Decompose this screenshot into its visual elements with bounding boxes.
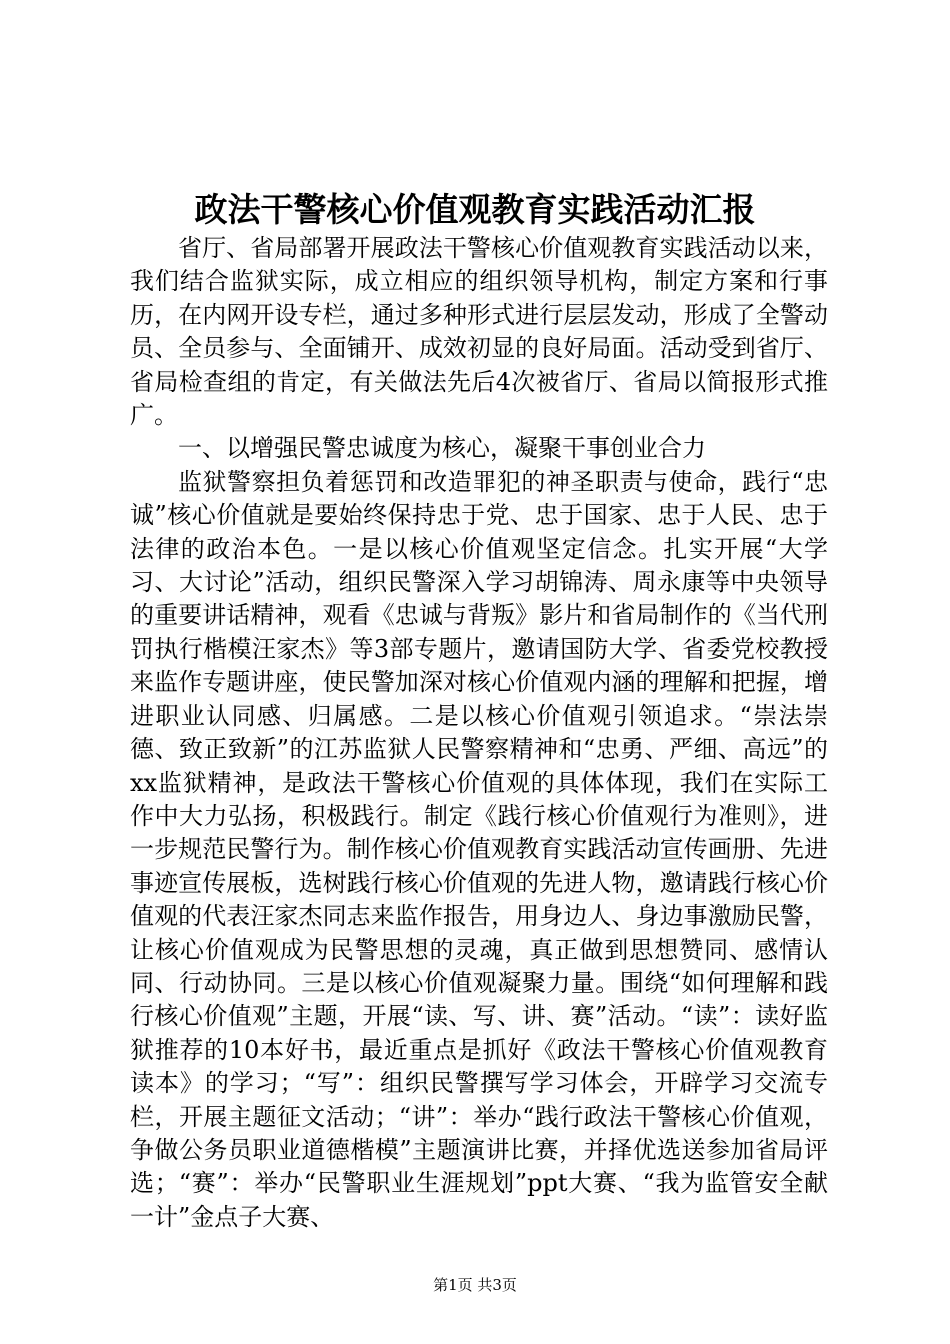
section-paragraph: 监狱警察担负着惩罚和改造罪犯的神圣职责与使命，践行“忠诚”核心价值就是要始终保持忠于党、忠于国家、忠于人民、忠于法律的政治本色。一是以核心价值观坚定信念。扎实开展“大学习、大讨论”活动，组织民警深入学习胡锦涛、周永康等中央领导的重要讲话精神，观看《忠诚与背叛》影片和省局制作的《当代刑罚执行楷模汪家杰》等3部专题片，邀请国防大学、省委党校教授来监作专题讲座，使民警加深对核心价值观内涵的理解和把握，增进职业认同感、归属感。二是以核心价值观引领追求。“崇法崇德、致正致新”的江苏监狱人民警察精神和“忠勇、严细、高远”的xx监狱精神，是政法干警核心价值观的具体体现，我们在实际工作中大力弘扬，积极践行。制定《践行核心价值观行为准则》，进一步规范民警行为。制作核心价值观教育实践活动宣传画册、先进事迹宣传展板，选树践行核心价值观的先进人物，邀请践行核心价值观的代表汪家杰同志来监作报告，用身边人、身边事激励民警，让核心价值观成为民警思想的灵魂，真正做到思想赞同、感情认同、行动协同。三是以核心价值观凝聚力量。围绕“如何理解和践行核心价值观”主题，开展“读、写、讲、赛”活动。“读”：读好监狱推荐的10本好书，最近重点是抓好《政法干警核心价值观教育读本》的学习；“写”：组织民警撰写学习体会，开辟学习交流专栏，开展主题征文活动；“讲”：举办“践行政法干警核心价值观，争做公务员职业道德楷模”主题演讲比赛，并择优选送参加省局评选；“赛”：举办“民警职业生涯规划”ppt大赛、“我为监管安全献一计”金点子大赛、 [130,467,828,1231]
page-number-footer: 第1页 共3页 [433,1276,517,1294]
section-heading: 一、以增强民警忠诚度为核心，凝聚干事创业合力 [178,434,706,463]
document-body [130,232,828,1234]
document-title: 政法干警核心价值观教育实践活动汇报 [194,190,756,229]
intro-paragraph: 省厅、省局部署开展政法干警核心价值观教育实践活动以来，我们结合监狱实际，成立相应的组织领导机构，制定方案和行事历，在内网开设专栏，通过多种形式进行层层发动，形成了全警动员、全员参与、全面铺开、成效初显的良好局面。活动受到省厅、省局检查组的肯定，有关做法先后4次被省厅、省局以简报形式推广。 [130,234,828,430]
